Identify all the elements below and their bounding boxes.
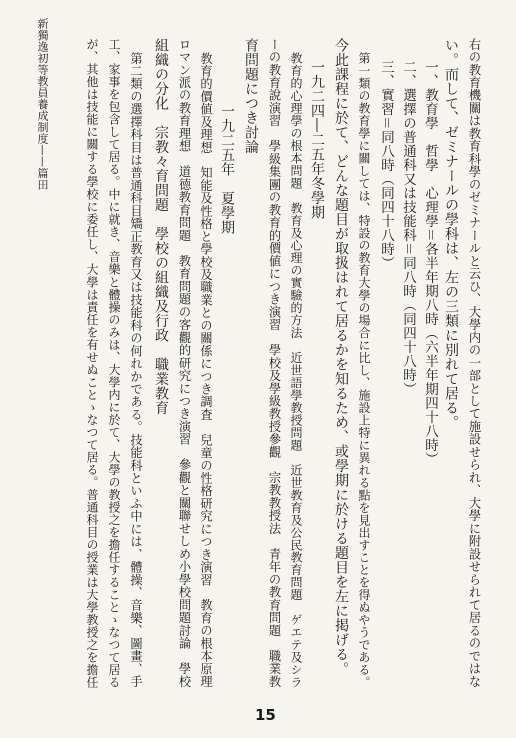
paragraph-line: 教育的價値及理想 知能及性格と學校及職業との關係につき調査 兒童の性格研究につき演習 教育の根本原理 [199,52,213,688]
paragraph-line: 工、家事を包含して居る。中に就き、音樂と體操のみは、大學内に於て、大學の教授之を擔任することゝなつて居る [107,38,121,689]
list-item: 三、實習＝同八時（同四十八時） [378,60,394,270]
paragraph-line: 右の教育機關は教育科學のゼミナールと云ひ、大學内の一部として施設せられ、大學に附設せられて居るのではな [467,38,481,688]
paragraph-line: 第一類の教育學に關しては、特設の教育大學の場合に比し、施設上特に異れる點を見出すことを得ぬやうである。 [357,52,371,689]
term-heading: 一九二四―二五年冬學期 [309,60,325,220]
running-head: 新獨逸初等教員養成制度——篇田 [36,18,49,191]
paragraph-line: ロマン派の教育理想 道德教育問題 教育問題の客觀的研究につき演習 參觀と關聯せしめ小學校問題討論 學校 [177,38,191,688]
page-number: 15 [255,706,276,724]
paragraph-line: 育問題につき討論 [243,38,259,154]
paragraph-line: 教育的心理學の根本問題 教育及心理の實驗的方法 近世語學教授問題 近世教育及公民教育問題 ゲエテ及シラ [289,52,303,689]
paragraph-line: 第二類の選擇科目は普通科目矯正教育又は技能科の何れかである。技能科といふ中には、體操、音樂、圖畫、手 [129,52,143,688]
term-heading: 一九二五年 夏學期 [219,104,235,235]
paragraph-line: 今此課程に於て、どんな題目が取扱はれて居るかを知るため、或學期に於ける題目を左に掲げる。 [333,38,349,676]
list-item: 二、選擇の普通科又は技能科＝同八時（同四十八時） [400,60,416,396]
paragraph-line: い。而して、ゼミナールの學科は、左の三類に別れて居る。 [443,38,459,430]
paragraph-line: ーの教育說演習 學級集團の教育的價値につき演習 學校及學級教授參觀 宗教教授法 青年の教育問題 職業教 [267,38,281,688]
paragraph-line: 組織の分化 宗教々育問題 學校の組織及行政 職業教育 [153,38,169,415]
paragraph-line: が、其他は技能に關する學校に委任し、大學は責任を有せぬことゝなつて居る。普通科目の授業は大學教授之を擔任 [85,38,99,689]
list-item: 一、教育學 哲學 心理學＝各半年期八時（六半年期四十八時） [422,60,438,466]
